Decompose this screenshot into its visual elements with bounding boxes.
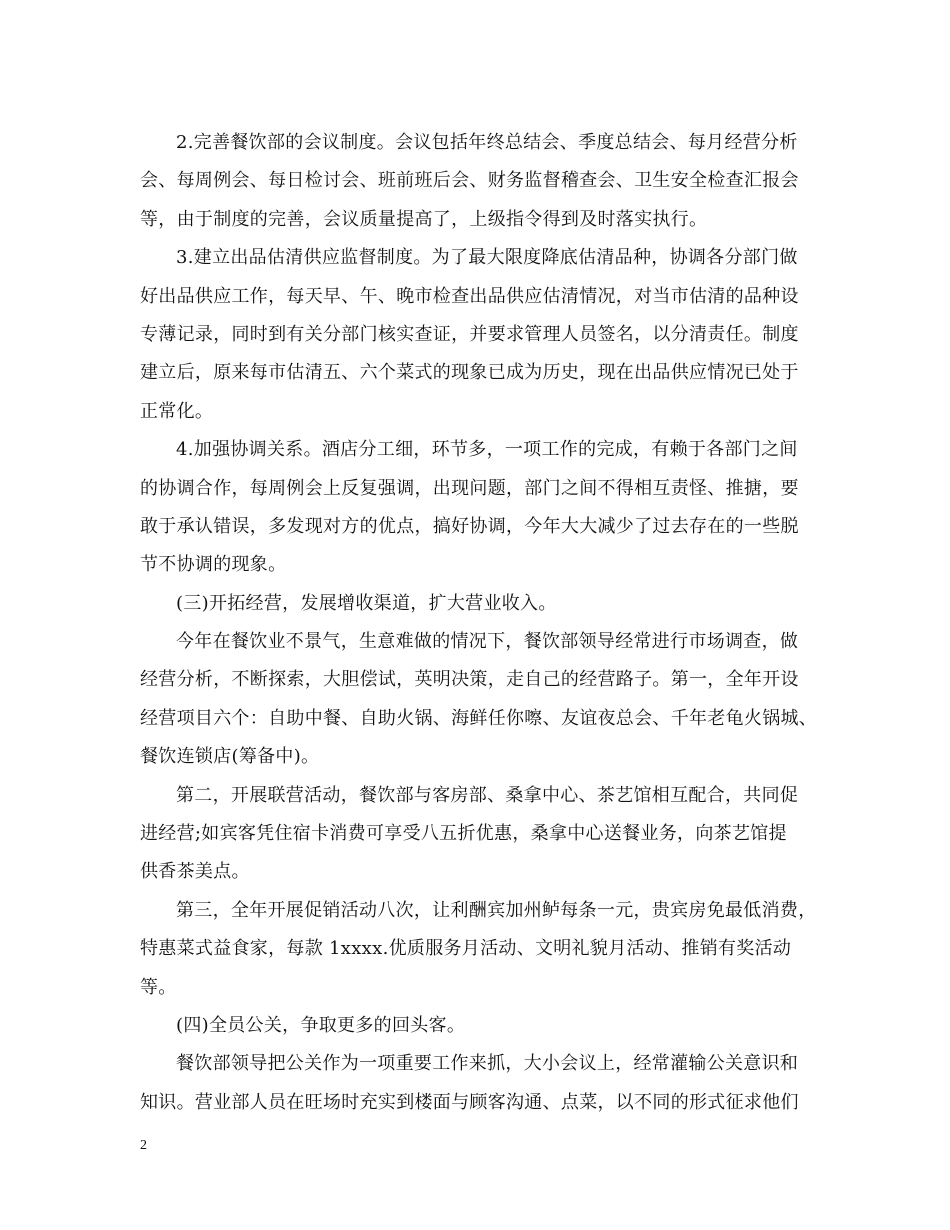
text-line: 今年在餐饮业不景气，生意难做的情况下，餐饮部领导经常进行市场调查，做 <box>176 631 799 653</box>
text-line: 知识。营业部人员在旺场时充实到楼面与顾客沟通、点菜，以不同的形式征求他们 <box>140 1091 799 1113</box>
text-line: 餐饮连锁店(筹备中)。 <box>140 746 320 768</box>
text-line: 第二，开展联营活动，餐饮部与客房部、桑拿中心、茶艺馆相互配合，共同促 <box>176 784 799 806</box>
text-line: 供香茶美点。 <box>140 861 250 883</box>
text-line: 节不协调的现象。 <box>140 554 287 576</box>
text-line: 3.建立出品估清供应监督制度。为了最大限度降底估清品种，协调各分部门做 <box>176 247 798 269</box>
text-line: 经营项目六个：自助中餐、自助火锅、海鲜任你嚓、友谊夜总会、千年老龟火锅城、 <box>140 707 818 729</box>
text-line: 正常化。 <box>140 400 214 422</box>
section-heading: (三)开拓经营，发展增收渠道，扩大营业收入。 <box>176 592 557 614</box>
text-line: 4.加强协调关系。酒店分工细，环节多，一项工作的完成，有赖于各部门之间 <box>176 439 798 461</box>
text-line: 第三，全年开展促销活动八次，让利酬宾加州鲈每条一元，贵宾房免最低消费， <box>176 899 817 921</box>
text-line: 建立后，原来每市估清五、六个菜式的现象已成为历史，现在出品供应情况已处于 <box>140 362 799 384</box>
text-line: 敢于承认错误，多发现对方的优点，搞好协调，今年大大减少了过去存在的一些脱 <box>140 515 799 537</box>
text-line: 进经营;如宾客凭住宿卡消费可享受八五折优惠，桑拿中心送餐业务，向茶艺馆提 <box>140 823 787 845</box>
document-body <box>140 124 820 1122</box>
section-heading: (四)全员公关，争取更多的回头客。 <box>176 1014 466 1036</box>
text-line: 2.完善餐饮部的会议制度。会议包括年终总结会、季度总结会、每月经营分析 <box>176 132 798 153</box>
text-line: 好出品供应工作，每天早、午、晚市检查出品供应估清情况，对当市估清的品种设 <box>140 285 799 307</box>
text-line: 会、每周例会、每日检讨会、班前班后会、财务监督稽查会、卫生安全检查汇报会 <box>140 170 799 192</box>
text-line: 专薄记录，同时到有关分部门核实查证，并要求管理人员签名，以分清责任。制度 <box>140 323 799 345</box>
text-line: 餐饮部领导把公关作为一项重要工作来抓，大小会议上，经常灌输公关意识和 <box>176 1053 799 1075</box>
text-line: 的协调合作，每周例会上反复强调，出现问题，部门之间不得相互责怪、推搪，要 <box>140 477 799 499</box>
text-line: 特惠菜式益食家，每款 1xxxx.优质服务月活动、文明礼貌月活动、推销有奖活动 <box>140 938 792 960</box>
text-line: 经营分析，不断探索，大胆偿试，英明决策，走自己的经营路子。第一，全年开设 <box>140 669 799 691</box>
text-line: 等，由于制度的完善，会议质量提高了，上级指令得到及时落实执行。 <box>140 208 708 230</box>
text-line: 等。 <box>140 976 177 998</box>
page-number: 2 <box>140 1138 147 1153</box>
